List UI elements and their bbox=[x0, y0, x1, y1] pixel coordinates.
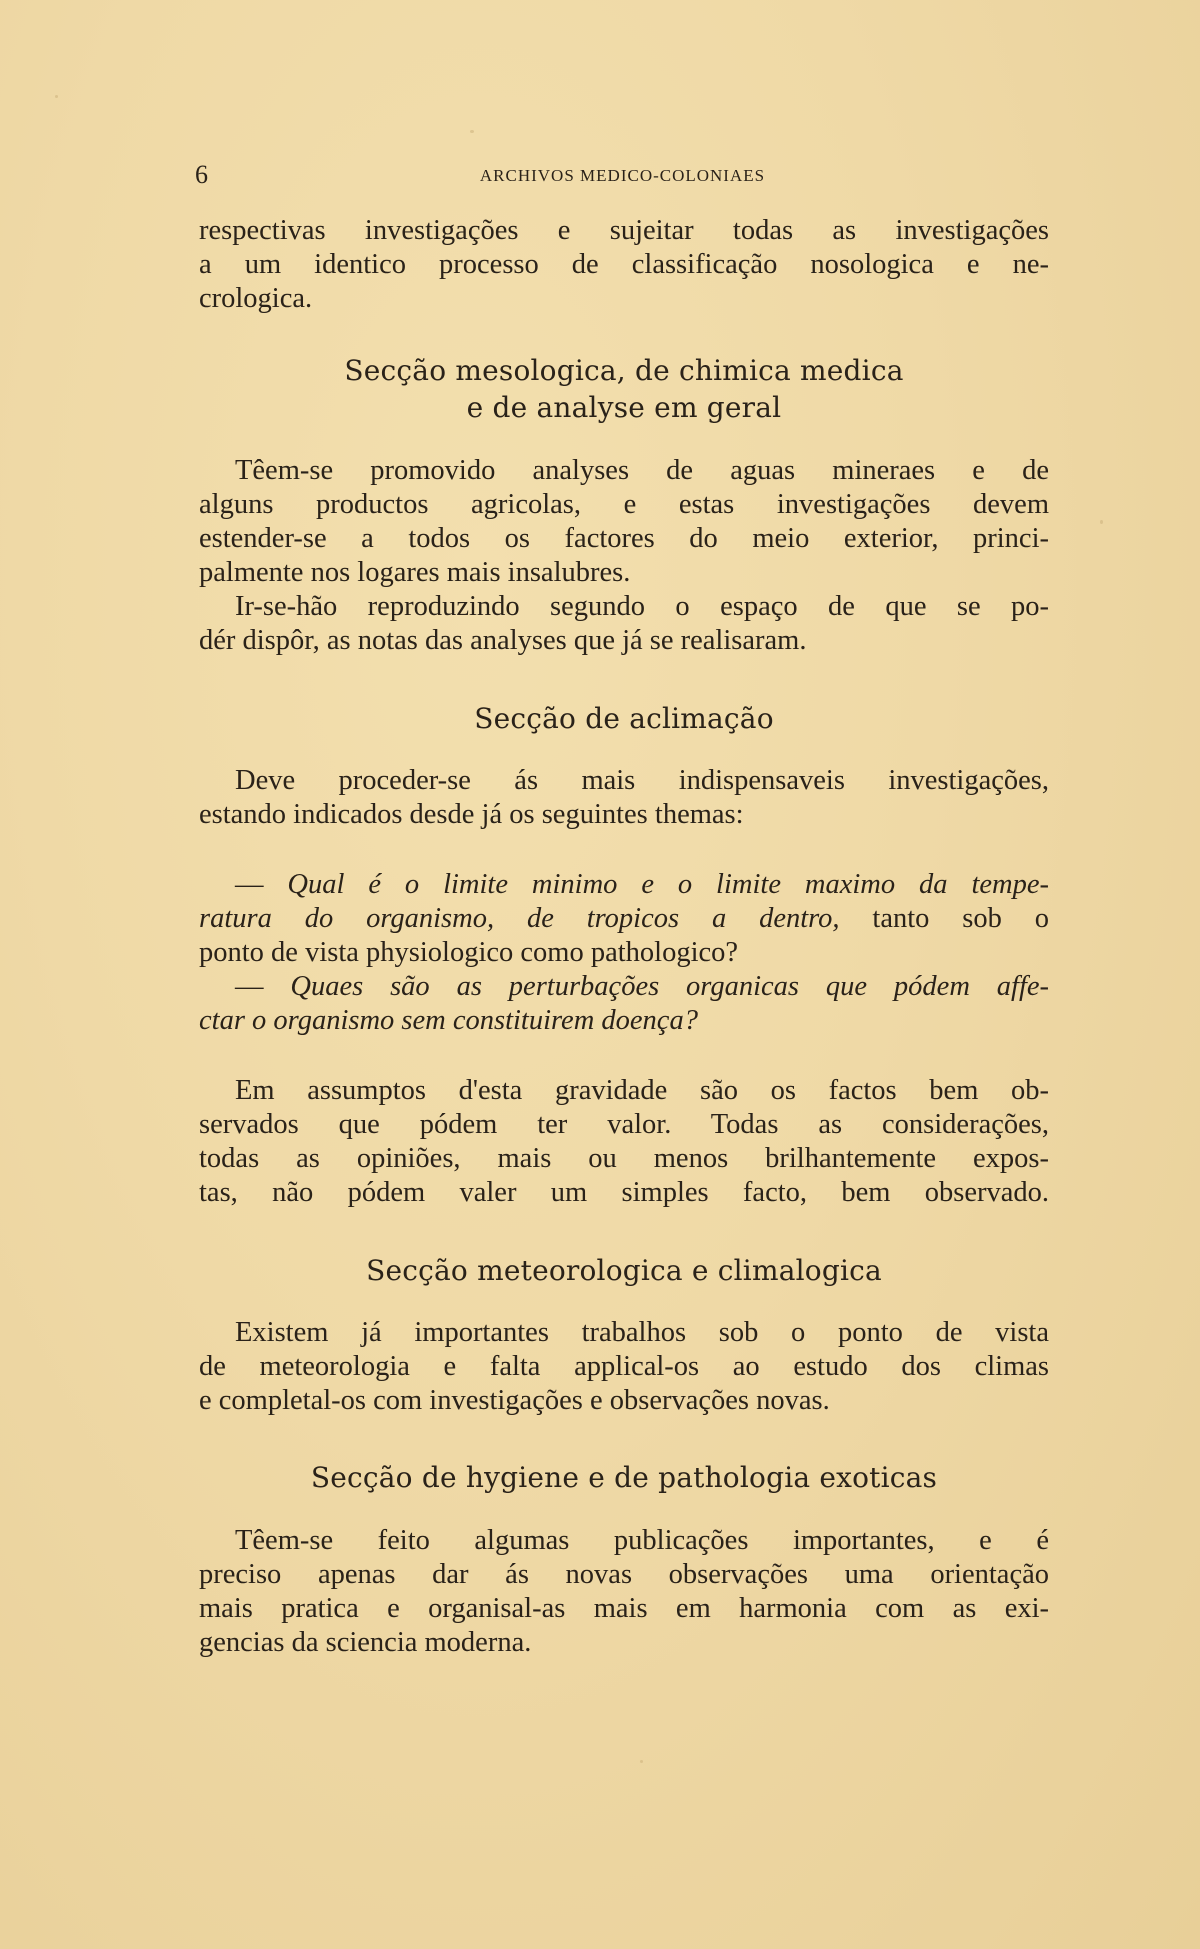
paper-speck bbox=[1100, 520, 1103, 524]
body-line: dér dispôr, as notas das analyses que já se realisaram. bbox=[199, 625, 807, 656]
body-line: gencias da sciencia moderna. bbox=[199, 1627, 532, 1658]
body-line: tas, não pódem valer um simples facto, bem observado. bbox=[199, 1177, 1049, 1208]
section-heading: e de analyse em geral bbox=[466, 391, 782, 424]
paper-speck bbox=[55, 95, 58, 98]
body-line: preciso apenas dar ás novas observações uma orientação bbox=[199, 1559, 1049, 1590]
em-dash: — bbox=[235, 971, 264, 1002]
page-number: 6 bbox=[195, 160, 208, 189]
body-line: Em assumptos d'esta gravidade são os factos bem ob- bbox=[235, 1075, 1049, 1106]
body-line: crologica. bbox=[199, 283, 313, 314]
body-line: estender-se a todos os factores do meio exterior, princi- bbox=[199, 523, 1049, 554]
question-line bbox=[199, 970, 1049, 1004]
paper-speck bbox=[470, 130, 474, 133]
running-head bbox=[195, 160, 1050, 190]
question-text: Qual é o limite minimo e o limite maximo da tempe- bbox=[287, 869, 1049, 900]
body-line: a um identico processo de classificação nosologica e ne- bbox=[199, 249, 1049, 280]
question-text: ratura do organismo, de tropicos a dentro, bbox=[199, 903, 840, 934]
body-line: Têem-se feito algumas publicações importantes, e é bbox=[235, 1525, 1049, 1556]
question-line bbox=[199, 868, 1049, 902]
body-line: servados que pódem ter valor. Todas as considerações, bbox=[199, 1109, 1049, 1140]
paper-speck bbox=[640, 1760, 643, 1763]
journal-title: ARCHIVOS MEDICO-COLONIAES bbox=[479, 166, 766, 185]
question-text-roman: tanto sob o bbox=[839, 903, 1049, 934]
body-line: ponto de vista physiologico como pathologico? bbox=[199, 937, 739, 968]
body-line: Deve proceder-se ás mais indispensaveis investigações, bbox=[235, 765, 1049, 796]
body-line: Ir-se-hão reproduzindo segundo o espaço de que se po- bbox=[235, 591, 1049, 622]
body-line: mais pratica e organisal-as mais em harmonia com as exi- bbox=[199, 1593, 1049, 1624]
question-line: ctar o organismo sem constituirem doença? bbox=[199, 1005, 698, 1036]
body-line: alguns productos agricolas, e estas investigações devem bbox=[199, 489, 1049, 520]
body-line: Têem-se promovido analyses de aguas mineraes e de bbox=[235, 455, 1049, 486]
section-heading: Secção de aclimação bbox=[474, 702, 774, 735]
body-line: de meteorologia e falta applical-os ao estudo dos climas bbox=[199, 1351, 1049, 1382]
body-line: estando indicados desde já os seguintes themas: bbox=[199, 799, 744, 830]
body-line: palmente nos logares mais insalubres. bbox=[199, 557, 631, 588]
question-text: Quaes são as perturbações organicas que pódem affe- bbox=[290, 971, 1050, 1002]
body-line: e completal-os com investigações e observações novas. bbox=[199, 1385, 830, 1416]
section-heading: Secção de hygiene e de pathologia exoticas bbox=[310, 1461, 938, 1494]
body-line: respectivas investigações e sujeitar todas as investigações bbox=[199, 215, 1049, 246]
body-line: todas as opiniões, mais ou menos brilhantemente expos- bbox=[199, 1143, 1049, 1174]
em-dash: — bbox=[235, 869, 264, 900]
section-heading: Secção mesologica, de chimica medica bbox=[344, 354, 904, 387]
section-heading: Secção meteorologica e climalogica bbox=[366, 1254, 882, 1287]
question-line bbox=[199, 902, 1049, 936]
body-line: Existem já importantes trabalhos sob o ponto de vista bbox=[235, 1317, 1049, 1348]
